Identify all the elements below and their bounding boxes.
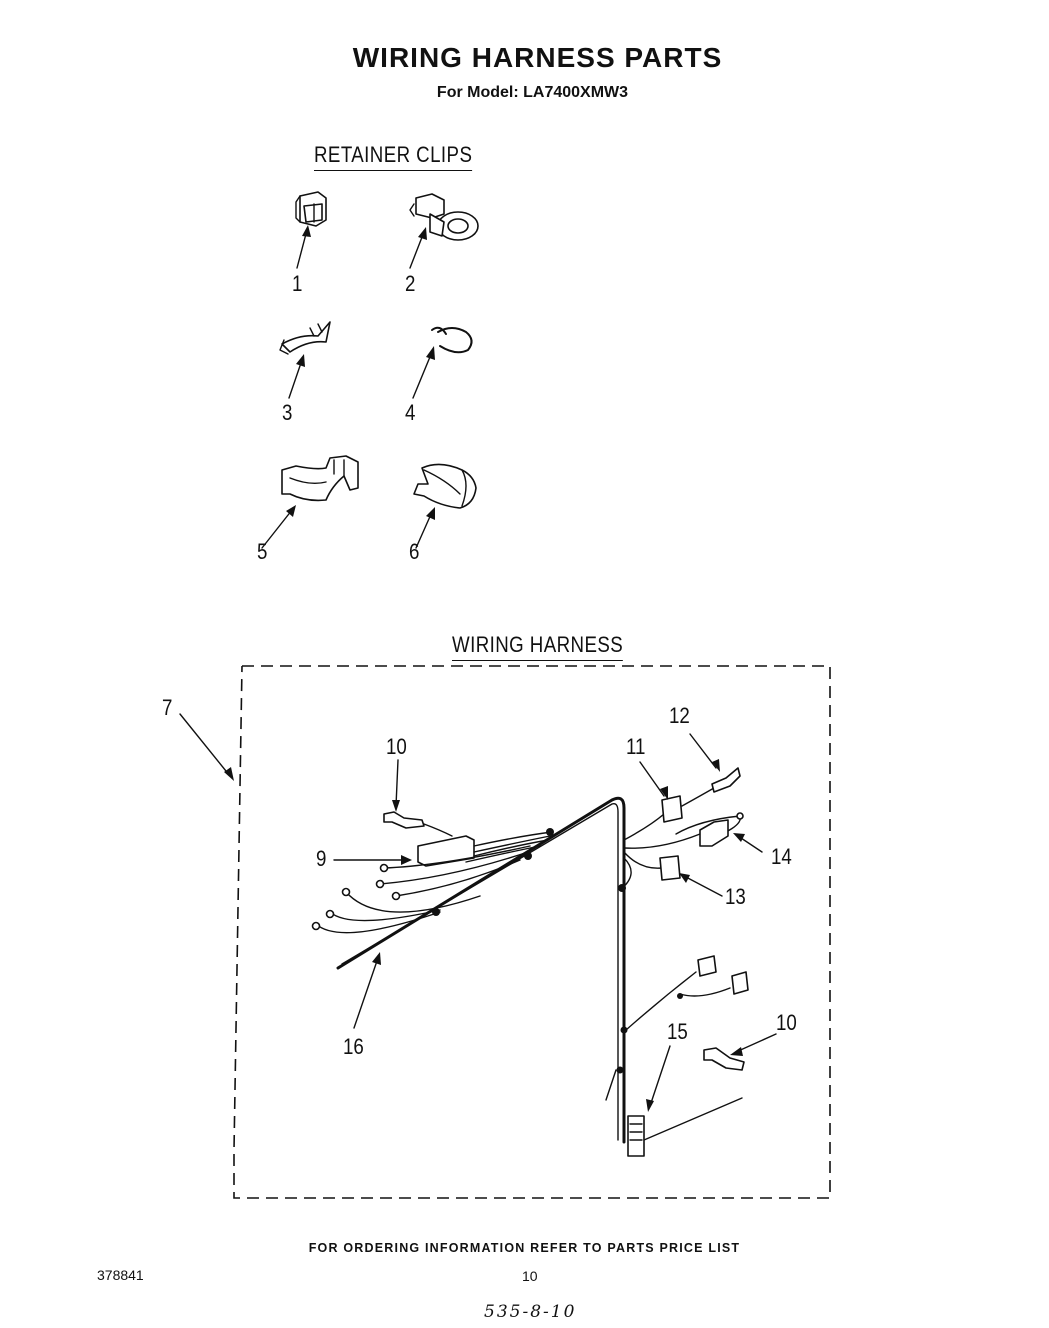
clip-callout-6: 6 bbox=[409, 539, 420, 564]
clip-callout-5: 5 bbox=[257, 539, 268, 564]
callout-7: 7 bbox=[162, 695, 173, 720]
callout-11: 11 bbox=[626, 734, 646, 759]
callout-9: 9 bbox=[316, 846, 327, 871]
document-number: 378841 bbox=[97, 1267, 144, 1283]
ordering-note: FOR ORDERING INFORMATION REFER TO PARTS PRICE LIST bbox=[308, 1241, 741, 1255]
retainer-clips-heading: RETAINER CLIPS bbox=[314, 142, 472, 171]
handwritten-code: 535-8-10 bbox=[484, 1302, 577, 1322]
clip-callout-2: 2 bbox=[405, 271, 416, 296]
page-title: WIRING HARNESS PARTS bbox=[352, 42, 723, 73]
callout-10-top: 10 bbox=[386, 734, 407, 759]
clip-callout-1: 1 bbox=[292, 271, 303, 296]
callout-15: 15 bbox=[667, 1019, 688, 1044]
wiring-harness-heading: WIRING HARNESS bbox=[452, 632, 623, 661]
callout-13: 13 bbox=[725, 884, 746, 909]
callout-16: 16 bbox=[343, 1034, 364, 1059]
callout-12: 12 bbox=[669, 703, 690, 728]
callout-10-right: 10 bbox=[776, 1010, 797, 1035]
callout-14: 14 bbox=[771, 844, 792, 869]
model-subtitle: For Model: LA7400XMW3 bbox=[436, 84, 629, 101]
harness-frame bbox=[234, 666, 830, 1198]
clip-callout-4: 4 bbox=[405, 400, 416, 425]
page-number: 10 bbox=[522, 1268, 538, 1284]
clip-callout-3: 3 bbox=[282, 400, 293, 425]
